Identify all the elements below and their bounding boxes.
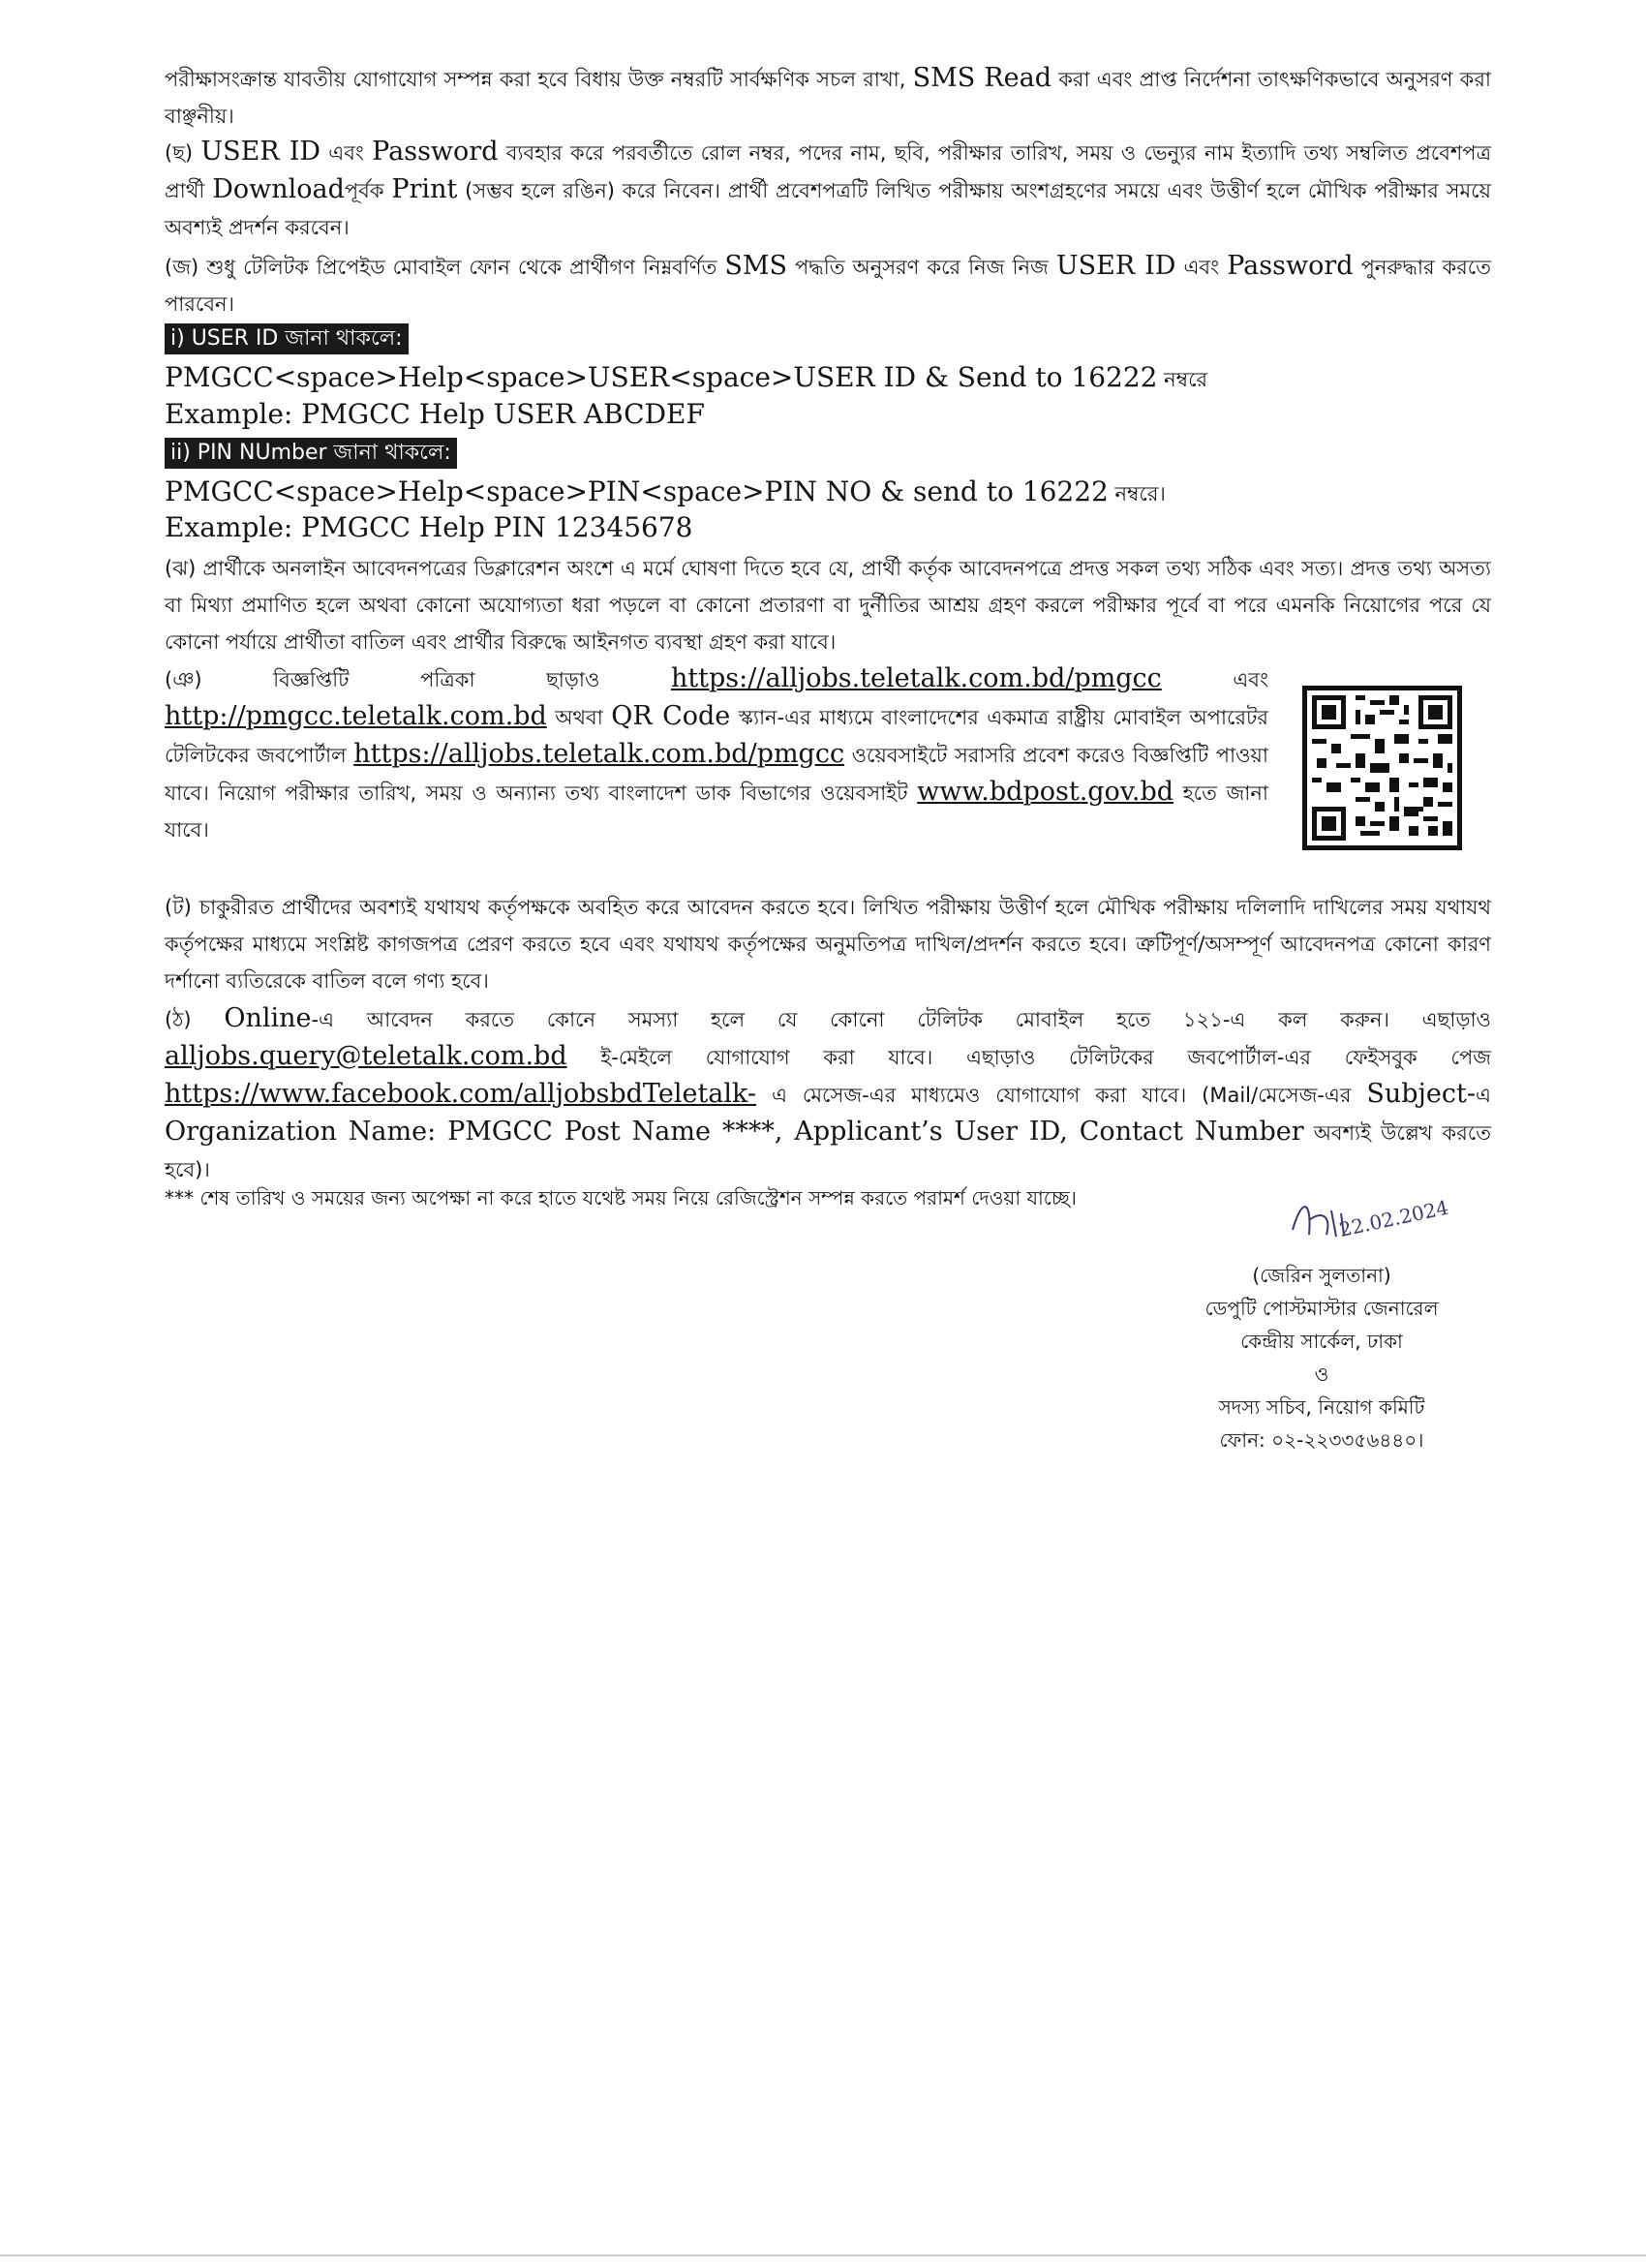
handwritten-signature bbox=[1288, 1177, 1481, 1258]
signature-date: 22.02.2024 bbox=[1337, 1195, 1451, 1241]
sms-read-text: SMS Read bbox=[912, 63, 1052, 93]
alljobs-link[interactable]: https://alljobs.teletalk.com.bd/pmgcc bbox=[670, 663, 1162, 693]
pmgcc-link[interactable]: http://pmgcc.teletalk.com.bd bbox=[165, 701, 547, 731]
pin-number-heading: ii) PIN NUmber জানা থাকলে: bbox=[165, 438, 457, 469]
signatory-and: ও bbox=[1314, 1363, 1329, 1386]
support-email-link[interactable]: alljobs.query@teletalk.com.bd bbox=[165, 1041, 567, 1071]
qr-code-pattern bbox=[1307, 690, 1457, 845]
paragraph-chh: (ছ) USER ID এবং Password ব্যবহার করে পরবর্তীতে রোল নম্বর, পদের নাম, ছবি, পরীক্ষার তারিখ, সময় ও ভেন্যুর নাম ইত্যাদি তথ্য সম্বলিত প্রবেশপত্র প্রার্থী Downloadপূর্বক Print (সম্ভব হলে রঙিন) করে নিবেন। প্রার্থী প্রবেশপত্রটি লিখিত পরীক্ষায় অংশগ্রহণের সময়ে এবং উত্তীর্ণ হলে মৌখিক পরীক্ষার সময়ে অবশ্যই প্রদর্শন করবেন। bbox=[165, 137, 1491, 239]
paragraph-j: (জ) শুধু টেলিটক প্রিপেইড মোবাইল ফোন থেকে প্রার্থীগণ নিম্নবর্ণিত SMS পদ্ধতি অনুসরণ করে নিজ নিজ USER ID এবং Password পুনরুদ্ধার করতে পারবেন। bbox=[165, 251, 1491, 316]
scan-edge-line bbox=[0, 2254, 1646, 2256]
deadline-note: *** শেষ তারিখ ও সময়ের জন্য অপেক্ষা না করে হাতে যথেষ্ট সময় নিয়ে রেজিস্ট্রেশন সম্পন্ন করতে পরামর্শ দেওয়া যাচ্ছে। bbox=[165, 1186, 1077, 1210]
alljobs-link-2[interactable]: https://alljobs.teletalk.com.bd/pmgcc bbox=[353, 739, 845, 769]
signatory-phone: ফোন: ০২-২২৩৩৫৬৪৪০। bbox=[1219, 1428, 1424, 1452]
paragraph-jh: (ঝ) প্রার্থীকে অনলাইন আবেদনপত্রের ডিক্লারেশন অংশে এ মর্মে ঘোষণা দিতে হবে যে, প্রার্থী কর্তৃক আবেদনপত্রে প্রদত্ত সকল তথ্য সঠিক এবং সত্য। প্রদত্ত তথ্য অসত্য বা মিথ্যা প্রমাণিত হলে অথবা কোনো অযোগ্যতা ধরা পড়লে বা কোনো প্রতারণা বা দুর্নীতির আশ্রয় গ্রহণ করলে পরীক্ষার পূর্বে বা পরে এমনকি নিয়োগের পরে যে কোনো পর্যায়ে প্রার্থীতা বাতিল এবং প্রার্থীর বিরুদ্ধে আইনগত ব্যবস্থা গ্রহণ করা যাবে। bbox=[165, 557, 1491, 654]
facebook-page-link[interactable]: https://www.facebook.com/alljobsbdTeletalk- bbox=[165, 1079, 757, 1109]
example-user: Example: PMGCC Help USER ABCDEF bbox=[165, 398, 705, 430]
example-pin: Example: PMGCC Help PIN 12345678 bbox=[165, 511, 693, 543]
signatory-office: কেন্দ্রীয় সার্কেল, ঢাকা bbox=[1240, 1330, 1403, 1353]
bdpost-link[interactable]: www.bdpost.gov.bd bbox=[917, 777, 1174, 807]
signatory-block bbox=[1162, 1259, 1481, 1456]
qr-code-image bbox=[1302, 686, 1462, 850]
sms-command-pin: PMGCC<space>Help<space>PIN<space>PIN NO & send to 16222 নম্বরে। bbox=[165, 475, 1166, 507]
signatory-name: (জেরিন সুলতানা) bbox=[1252, 1264, 1391, 1287]
sms-command-user: PMGCC<space>Help<space>USER<space>USER ID & Send to 16222 নম্বরে bbox=[165, 361, 1208, 393]
paragraph-cont: পরীক্ষাসংক্রান্ত যাবতীয় যোগাযোগ সম্পন্ন করা হবে বিধায় উক্ত নম্বরটি সার্বক্ষণিক সচল রাখা, SMS Read করা এবং প্রাপ্ত নির্দেশনা তাৎক্ষণিকভাবে অনুসরণ করা বাঞ্ছনীয়। bbox=[165, 63, 1491, 128]
signature-scribble bbox=[1288, 1177, 1481, 1254]
paragraph-t: (ট) চাকুরীরত প্রার্থীদের অবশ্যই যথাযথ কর্তৃপক্ষকে অবহিত করে আবেদন করতে হবে। লিখিত পরীক্ষায় উত্তীর্ণ হলে মৌখিক পরীক্ষায় দলিলাদি দাখিলের সময় যথাযথ কর্তৃপক্ষের মাধ্যমে সংশ্লিষ্ট কাগজপত্র প্রেরণ করতে হবে এবং যথাযথ কর্তৃপক্ষের অনুমতিপত্র দাখিল/প্রদর্শন করতে হবে। ত্রুটিপূর্ণ/অসম্পূর্ণ আবেদনপত্র কোনো কারণ দর্শানো ব্যতিরেকে বাতিল বলে গণ্য হবে। bbox=[165, 896, 1491, 993]
signatory-role: সদস্য সচিব, নিয়োগ কমিটি bbox=[1218, 1395, 1425, 1419]
signatory-title: ডেপুটি পোস্টমাস্টার জেনারেল bbox=[1204, 1297, 1439, 1320]
paragraph-th: (ঠ) Online-এ আবেদন করতে কোনে সমস্যা হলে যে কোনো টেলিটক মোবাইল হতে ১২১-এ কল করুন। এছাড়াও alljobs.query@teletalk.com.bd ই-মেইলে যোগাযোগ করা যাবে। এছাড়াও টেলিটকের জবপোর্টাল-এর ফেইসবুক পেজ https://www.facebook.com/alljobsbdTeletalk- এ মেসেজ-এর মাধ্যমেও যোগাযোগ করা যাবে। (Mail/মেসেজ-এর Subject-এ Organization Name: PMGCC Post Name ****, Applicant’s User ID, Contact Number অবশ্যই উল্লেখ করতে হবে)। bbox=[165, 1003, 1491, 1181]
user-id-heading: i) USER ID জানা থাকলে: bbox=[165, 323, 409, 354]
paragraph-nio: (ঞ) বিজ্ঞপ্তিটি পত্রিকা ছাড়াও https://alljobs.teletalk.com.bd/pmgcc এবং http://pmgcc.teletalk.com.bd অথবা QR Code স্ক্যান-এর মাধ্যমে বাংলাদেশের একমাত্র রাষ্ট্রীয় মোবাইল অপারেটর টেলিটকের জবপোর্টাল https://alljobs.teletalk.com.bd/pmgcc ওয়েবসাইটে সরাসরি প্রবেশ করেও বিজ্ঞপ্তিটি পাওয়া যাবে। নিয়োগ পরীক্ষার তারিখ, সময় ও অন্যান্য তথ্য বাংলাদেশ ডাক বিভাগের ওয়েবসাইট www.bdpost.gov.bd হতে জানা যাবে। bbox=[165, 663, 1269, 842]
